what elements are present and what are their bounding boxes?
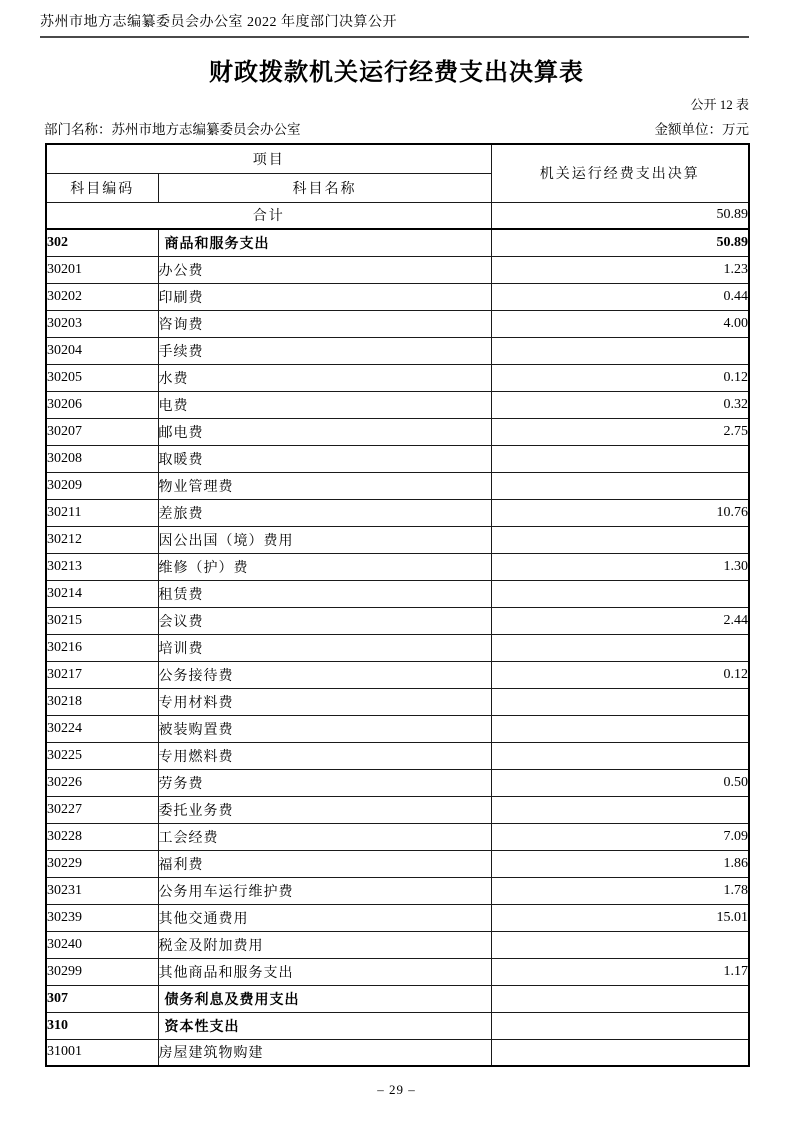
table-meta-row <box>44 118 749 138</box>
row-subject-name: 差旅费 <box>158 499 491 526</box>
row-subject-name: 专用燃料费 <box>158 742 491 769</box>
row-subject-code: 30231 <box>46 877 158 904</box>
header-project: 项目 <box>46 144 491 173</box>
table-row <box>46 472 749 499</box>
row-subject-name: 公务接待费 <box>158 661 491 688</box>
row-subject-name: 水费 <box>158 364 491 391</box>
row-subject-name: 资本性支出 <box>158 1012 491 1039</box>
row-subject-code: 30211 <box>46 499 158 526</box>
table-row <box>46 634 749 661</box>
row-subject-code: 30205 <box>46 364 158 391</box>
table-row <box>46 445 749 472</box>
row-subject-name: 会议费 <box>158 607 491 634</box>
row-expense-value: 2.75 <box>491 418 749 445</box>
row-subject-name: 电费 <box>158 391 491 418</box>
row-subject-code: 30208 <box>46 445 158 472</box>
row-expense-value <box>491 796 749 823</box>
row-subject-name: 其他商品和服务支出 <box>158 958 491 985</box>
row-subject-name: 取暖费 <box>158 445 491 472</box>
row-subject-code: 30227 <box>46 796 158 823</box>
row-subject-code: 30226 <box>46 769 158 796</box>
row-subject-name: 培训费 <box>158 634 491 661</box>
row-subject-code: 30215 <box>46 607 158 634</box>
table-number-label: 公开 12 表 <box>690 97 749 112</box>
table-row <box>46 526 749 553</box>
row-subject-name: 邮电费 <box>158 418 491 445</box>
table-row <box>46 823 749 850</box>
row-subject-name: 被装购置费 <box>158 715 491 742</box>
row-subject-code: 310 <box>46 1012 158 1039</box>
row-subject-code: 30216 <box>46 634 158 661</box>
header-value: 机关运行经费支出决算 <box>491 144 749 202</box>
row-expense-value <box>491 985 749 1012</box>
header-code: 科目编码 <box>46 173 158 202</box>
row-expense-value: 1.30 <box>491 553 749 580</box>
total-label: 合计 <box>46 202 491 229</box>
row-expense-value: 1.23 <box>491 256 749 283</box>
row-subject-name: 手续费 <box>158 337 491 364</box>
row-subject-code: 30212 <box>46 526 158 553</box>
row-subject-code: 30201 <box>46 256 158 283</box>
row-subject-code: 30225 <box>46 742 158 769</box>
row-subject-name: 咨询费 <box>158 310 491 337</box>
table-row <box>46 553 749 580</box>
row-subject-name: 因公出国（境）费用 <box>158 526 491 553</box>
total-value: 50.89 <box>491 202 749 229</box>
row-expense-value: 4.00 <box>491 310 749 337</box>
row-subject-code: 30209 <box>46 472 158 499</box>
table-row <box>46 661 749 688</box>
table-row <box>46 958 749 985</box>
row-expense-value <box>491 715 749 742</box>
table-row <box>46 364 749 391</box>
table-row <box>46 688 749 715</box>
row-expense-value <box>491 526 749 553</box>
table-row <box>46 877 749 904</box>
row-subject-name: 专用材料费 <box>158 688 491 715</box>
row-subject-name: 物业管理费 <box>158 472 491 499</box>
row-expense-value: 1.78 <box>491 877 749 904</box>
table-row <box>46 580 749 607</box>
row-subject-name: 租赁费 <box>158 580 491 607</box>
table-row <box>46 715 749 742</box>
row-subject-code: 30218 <box>46 688 158 715</box>
document-header <box>40 11 749 38</box>
table-header-row-1 <box>46 144 749 173</box>
row-subject-code: 307 <box>46 985 158 1012</box>
table-row <box>46 229 749 256</box>
row-subject-name: 福利费 <box>158 850 491 877</box>
table-row <box>46 310 749 337</box>
table-row <box>46 985 749 1012</box>
table-row <box>46 904 749 931</box>
row-subject-code: 30228 <box>46 823 158 850</box>
row-expense-value: 1.17 <box>491 958 749 985</box>
row-subject-name: 其他交通费用 <box>158 904 491 931</box>
row-subject-name: 公务用车运行维护费 <box>158 877 491 904</box>
table-row <box>46 607 749 634</box>
row-expense-value: 1.86 <box>491 850 749 877</box>
table-row <box>46 742 749 769</box>
table-row <box>46 796 749 823</box>
page-title: 财政拨款机关运行经费支出决算表 <box>209 60 584 86</box>
row-expense-value: 50.89 <box>491 229 749 256</box>
table-row <box>46 1039 749 1066</box>
row-expense-value: 10.76 <box>491 499 749 526</box>
row-subject-name: 劳务费 <box>158 769 491 796</box>
row-expense-value: 2.44 <box>491 607 749 634</box>
row-subject-name: 维修（护）费 <box>158 553 491 580</box>
total-row <box>46 202 749 229</box>
row-subject-code: 30206 <box>46 391 158 418</box>
row-expense-value <box>491 688 749 715</box>
table-row <box>46 850 749 877</box>
row-subject-code: 30229 <box>46 850 158 877</box>
row-subject-code: 30224 <box>46 715 158 742</box>
row-subject-code: 30204 <box>46 337 158 364</box>
row-subject-name: 办公费 <box>158 256 491 283</box>
amount-unit-label: 金额单位：万元 <box>654 122 749 137</box>
row-expense-value: 0.32 <box>491 391 749 418</box>
table-row <box>46 283 749 310</box>
row-subject-name: 税金及附加费用 <box>158 931 491 958</box>
row-subject-code: 30240 <box>46 931 158 958</box>
row-expense-value: 7.09 <box>491 823 749 850</box>
row-subject-code: 30217 <box>46 661 158 688</box>
table-row <box>46 418 749 445</box>
page-number: – 29 – <box>377 1082 416 1097</box>
row-subject-code: 31001 <box>46 1039 158 1066</box>
header-name: 科目名称 <box>158 173 491 202</box>
row-subject-code: 30299 <box>46 958 158 985</box>
row-expense-value <box>491 337 749 364</box>
row-expense-value <box>491 931 749 958</box>
row-subject-name: 印刷费 <box>158 283 491 310</box>
row-subject-code: 302 <box>46 229 158 256</box>
row-subject-name: 房屋建筑物购建 <box>158 1039 491 1066</box>
row-subject-code: 30214 <box>46 580 158 607</box>
row-expense-value <box>491 1012 749 1039</box>
table-row <box>46 256 749 283</box>
row-expense-value: 0.12 <box>491 364 749 391</box>
row-expense-value <box>491 580 749 607</box>
row-subject-code: 30207 <box>46 418 158 445</box>
table-row <box>46 1012 749 1039</box>
row-expense-value <box>491 634 749 661</box>
row-subject-name: 委托业务费 <box>158 796 491 823</box>
row-expense-value: 15.01 <box>491 904 749 931</box>
row-subject-name: 商品和服务支出 <box>158 229 491 256</box>
expense-table <box>45 143 750 1067</box>
row-subject-code: 30213 <box>46 553 158 580</box>
row-expense-value <box>491 742 749 769</box>
table-row <box>46 499 749 526</box>
table-row <box>46 391 749 418</box>
department-name-label: 部门名称：苏州市地方志编纂委员会办公室 <box>44 122 301 137</box>
row-expense-value <box>491 1039 749 1066</box>
row-subject-name: 工会经费 <box>158 823 491 850</box>
table-row <box>46 337 749 364</box>
table-row <box>46 769 749 796</box>
row-subject-code: 30203 <box>46 310 158 337</box>
table-row <box>46 931 749 958</box>
row-expense-value: 0.44 <box>491 283 749 310</box>
row-subject-name: 债务利息及费用支出 <box>158 985 491 1012</box>
row-subject-code: 30202 <box>46 283 158 310</box>
row-expense-value: 0.12 <box>491 661 749 688</box>
document-header-text: 苏州市地方志编纂委员会办公室 2022 年度部门决算公开 <box>40 15 397 30</box>
row-expense-value <box>491 445 749 472</box>
row-expense-value: 0.50 <box>491 769 749 796</box>
row-expense-value <box>491 472 749 499</box>
row-subject-code: 30239 <box>46 904 158 931</box>
